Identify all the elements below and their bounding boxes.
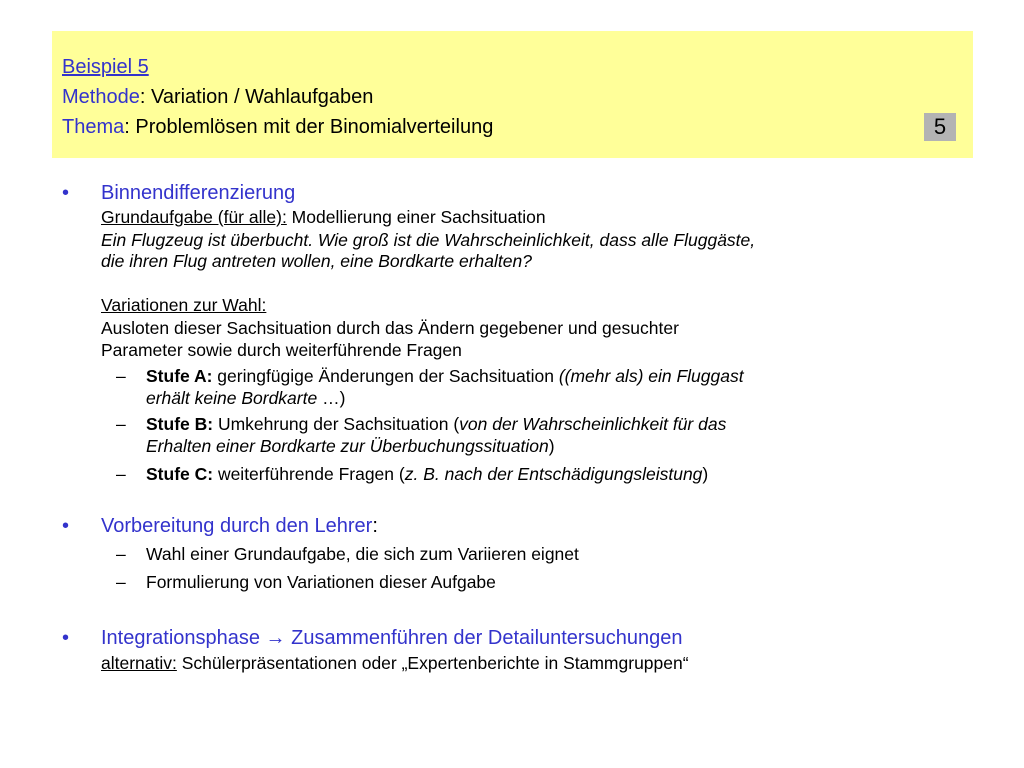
level-b-italic-2: Erhalten einer Bordkarte zur Überbuchungssituation [146, 436, 549, 456]
base-task-value: Modellierung einer Sachsituation [286, 207, 546, 227]
level-b-label: Stufe B: [146, 414, 214, 434]
question-line-2 [101, 251, 532, 272]
question-text-2: die ihren Flug antreten wollen, eine Bordkarte erhalten? [101, 251, 532, 271]
dash-c: – [116, 464, 126, 484]
variations-line-2: Parameter sowie durch weiterführende Fragen [101, 340, 462, 360]
topic-label: Thema [62, 116, 125, 138]
variations-heading [101, 295, 266, 316]
level-c-italic: z. B. nach der Entschädigungsleistung [404, 464, 703, 484]
alternative-label: alternativ: [101, 653, 177, 673]
level-a-line-1 [146, 366, 744, 387]
example-label: Beispiel 5 [62, 56, 149, 78]
dash-prep-1: – [116, 544, 126, 564]
method-separator: : [139, 86, 151, 108]
level-a-italic-2: erhält keine Bordkarte [146, 388, 318, 408]
method-label: Methode [62, 86, 140, 108]
question-line-1 [101, 230, 755, 251]
topic-line [62, 115, 493, 139]
level-c-label: Stufe C: [146, 464, 214, 484]
topic-separator: : [124, 116, 136, 138]
level-c-text: weiterführende Fragen ( [213, 464, 405, 484]
section1-title: Binnendifferenzierung [101, 182, 296, 204]
bullet-3: • [62, 627, 70, 649]
example-title [62, 55, 149, 79]
level-a-line-2 [146, 388, 345, 409]
dash-prep-2: – [116, 572, 126, 592]
section2-title-text: Vorbereitung durch den Lehrer [101, 515, 373, 537]
prep-item-1: Wahl einer Grundaufgabe, die sich zum Variieren eignet [146, 544, 579, 564]
base-task-label: Grundaufgabe (für alle): [101, 207, 287, 227]
level-c-tail: ) [702, 464, 709, 484]
level-a-italic: ((mehr als) ein Fluggast [558, 366, 744, 386]
base-task-line [101, 207, 546, 228]
level-b-line-1 [146, 414, 726, 435]
level-a-tail: …) [317, 388, 346, 408]
level-b-tail: ) [548, 436, 555, 456]
level-b-line-2 [146, 436, 555, 457]
variations-label: Variationen zur Wahl: [101, 295, 267, 315]
level-a-label: Stufe A: [146, 366, 213, 386]
section2-colon: : [372, 515, 378, 537]
variations-line-1: Ausloten dieser Sachsituation durch das Ändern gegebener und gesuchter [101, 318, 679, 338]
method-value: Variation / Wahlaufgaben [150, 86, 374, 108]
question-text-1: Ein Flugzeug ist überbucht. Wie groß ist die Wahrscheinlichkeit, dass alle Fluggäste, [101, 230, 756, 250]
dash-a: – [116, 366, 126, 386]
topic-value: Problemlösen mit der Binomialverteilung [135, 116, 494, 138]
method-line [62, 85, 373, 109]
prep-item-2: Formulierung von Variationen dieser Aufgabe [146, 572, 496, 592]
alternative-value: Schülerpräsentationen oder „Expertenberichte in Stammgruppen“ [176, 653, 689, 673]
alternative-line [101, 653, 689, 674]
bullet-1: • [62, 182, 70, 204]
level-b-text: Umkehrung der Sachsituation ( [213, 414, 460, 434]
section3-title: Integrationsphase → Zusammenführen der Detailuntersuchungen [101, 627, 683, 649]
level-b-italic: von der Wahrscheinlichkeit für das [459, 414, 727, 434]
dash-b: – [116, 414, 126, 434]
bullet-2: • [62, 515, 70, 537]
section2-title [101, 515, 378, 537]
level-c-line [146, 464, 708, 485]
slide-number: 5 [924, 113, 956, 141]
level-a-text: geringfügige Änderungen der Sachsituation [212, 366, 559, 386]
